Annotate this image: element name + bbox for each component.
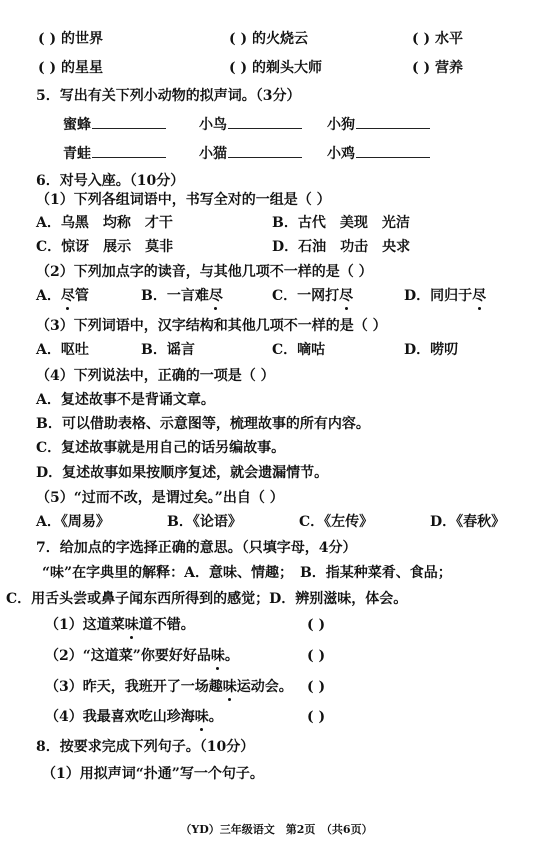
answer-paren: ( ) <box>307 648 326 664</box>
option-b: B．《论语》 <box>167 514 242 530</box>
option-d: D．石油 功击 央求 <box>272 239 411 255</box>
q5-animal-chick: 小鸡 <box>327 144 430 163</box>
answer-paren: ( ) <box>307 617 326 633</box>
option-c: C．惊讶 展示 莫非 <box>36 239 174 255</box>
option-a: A．呕吐 <box>36 342 89 358</box>
option-b: B．谣言 <box>141 342 195 358</box>
option-a: A．尽管 <box>36 288 89 304</box>
q5-animal-cat: 小猫 <box>199 144 302 163</box>
option-d: D．《春秋》 <box>430 514 506 530</box>
answer-paren: ( ) <box>307 679 326 695</box>
option-a: A．乌黑 均称 才干 <box>36 215 173 231</box>
option-c: C．嘀咕 <box>272 342 326 358</box>
q5-animal-bird: 小鸟 <box>199 115 302 134</box>
option-d: D．唠叨 <box>404 342 459 358</box>
q4-blank-level: ( ) 水平 <box>412 31 463 47</box>
q4-blank-fire-cloud: ( ) 的火烧云 <box>229 31 308 47</box>
option-c: C．《左传》 <box>299 514 374 530</box>
option-b: B．古代 美现 光洁 <box>272 215 410 231</box>
option-d: D．同归于尽 <box>404 288 487 304</box>
q5-animal-bee: 蜜蜂 <box>63 115 166 134</box>
q5-animal-frog: 青蛙 <box>63 144 166 163</box>
q4-blank-stars: ( ) 的星星 <box>38 60 103 76</box>
page-footer: （YD）三年级语文 第2页 （共6页） <box>180 823 373 836</box>
option-c: C．一网打尽 <box>272 288 354 304</box>
answer-paren: ( ) <box>307 709 326 725</box>
q4-blank-nutrition: ( ) 营养 <box>412 60 463 76</box>
q5-animal-dog: 小狗 <box>327 115 430 134</box>
option-b: B．一言难尽 <box>141 288 223 304</box>
q4-blank-world: ( ) 的世界 <box>38 31 103 47</box>
q4-blank-barber: ( ) 的剃头大师 <box>229 60 322 76</box>
option-a: A．《周易》 <box>36 514 110 530</box>
